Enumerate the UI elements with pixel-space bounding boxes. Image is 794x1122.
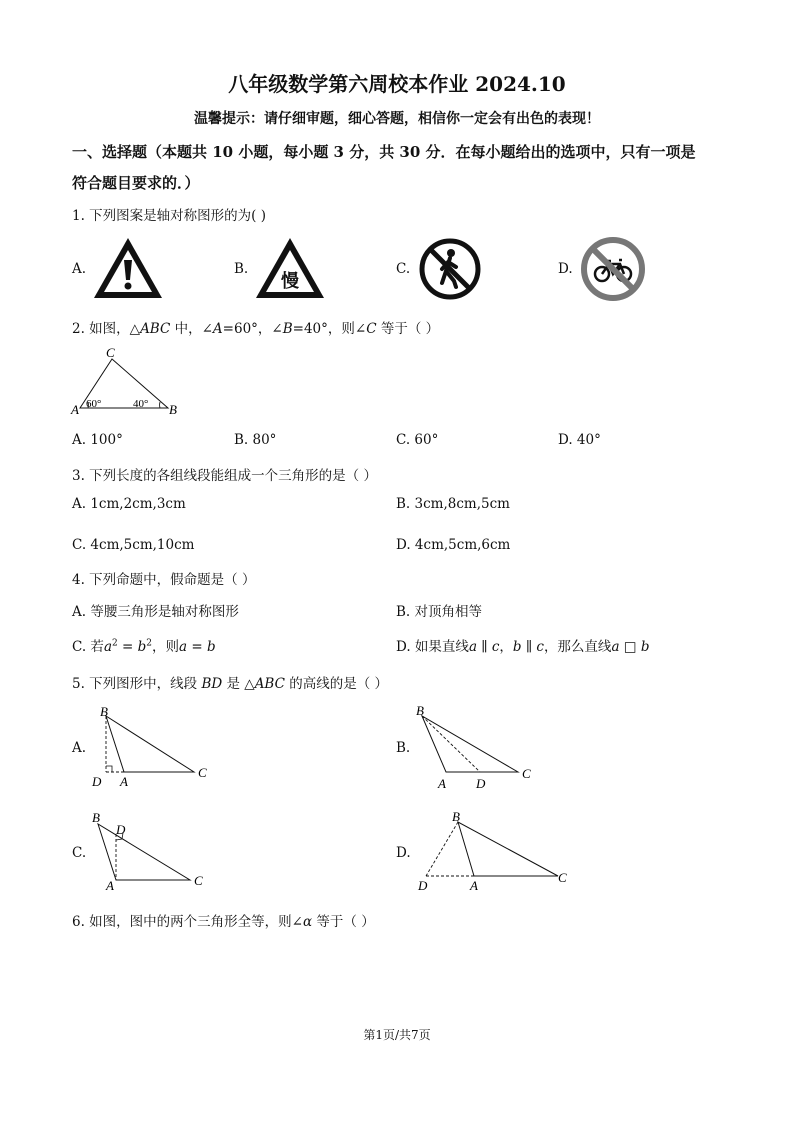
q2-stem-var: C xyxy=(366,321,377,337)
q3-stem: 3. 下列长度的各组线段能组成一个三角形的是（ ） xyxy=(72,468,377,484)
q2-label-c: C xyxy=(106,345,115,360)
page-footer: 第1页/共7页 xyxy=(363,1028,431,1042)
q4c-part: C. 若 xyxy=(72,639,104,655)
q5d-label-d: D xyxy=(418,878,428,893)
q6-stem-part: 6. 如图，图中的两个三角形全等，则∠ xyxy=(72,914,303,930)
q1-option-a: A. xyxy=(72,261,87,277)
slow-sign-icon xyxy=(254,236,326,300)
q3-option-c: C. 4cm,5cm,10cm xyxy=(72,537,195,553)
q2-label-a: A xyxy=(71,402,79,416)
q6-stem-part: 等于（ ） xyxy=(312,914,375,930)
no-bicycle-sign-icon xyxy=(580,236,646,302)
q2-option-c: C. 60° xyxy=(396,432,439,448)
q5c-label-d: D xyxy=(116,822,126,837)
q2-stem-part: =60°，∠ xyxy=(222,321,283,337)
q4-stem: 4. 下列命题中，假命题是（ ） xyxy=(72,572,256,588)
q4d-part: ∥ xyxy=(477,639,492,655)
section-heading-line1: 一、选择题（本题共 10 小题，每小题 3 分，共 30 分．在每小题给出的选项中，只有一项是 xyxy=(72,143,696,161)
q5b-label-c: C xyxy=(522,766,531,781)
q4c-part: = xyxy=(117,639,138,655)
q4d-part: D. 如果直线 xyxy=(396,639,469,655)
q3-option-b: B. 3cm,8cm,5cm xyxy=(396,496,510,512)
q2-angle-b-label: 40° xyxy=(133,398,149,410)
q2-label-b: B xyxy=(169,402,177,416)
q5-stem xyxy=(72,672,388,692)
q5c-label-a: A xyxy=(106,878,114,893)
q4d-var: c xyxy=(491,639,500,655)
q5d-label-c: C xyxy=(558,870,567,885)
q5-stem-part: 的高线的是（ ） xyxy=(284,676,389,692)
q4c-part: = xyxy=(187,639,207,655)
q5-figure-c xyxy=(88,808,218,894)
q5-figure-d xyxy=(412,806,572,894)
q4c-var: b xyxy=(207,639,216,655)
tip-text: 温馨提示：请仔细审题，细心答题，相信你一定会有出色的表现！ xyxy=(194,111,600,127)
q4d-var: b xyxy=(640,639,650,655)
q3-option-d: D. 4cm,5cm,6cm xyxy=(396,537,511,553)
q2-stem-part: 2. 如图，△ xyxy=(72,321,141,337)
q5c-label-b: B xyxy=(92,810,100,825)
q5b-label-b: B xyxy=(416,703,424,718)
q2-option-a: A. 100° xyxy=(72,432,123,448)
q2-option-b: B. 80° xyxy=(234,432,277,448)
q4c-part: ，则 xyxy=(152,639,180,655)
q4-option-d xyxy=(396,635,650,655)
q4c-var: a xyxy=(179,639,188,655)
q4d-var: c xyxy=(536,639,544,655)
q1-option-d: D. xyxy=(558,261,573,277)
q4d-part: ∥ xyxy=(521,639,537,655)
q2-option-d: D. 40° xyxy=(558,432,601,448)
q4d-var: a xyxy=(611,639,620,655)
q4d-part: ，那么直线 xyxy=(543,639,612,655)
q5d-label-b: B xyxy=(452,809,460,824)
q5-figure-b xyxy=(412,700,542,792)
q5c-label-c: C xyxy=(194,873,203,888)
q4-option-b: B. 对顶角相等 xyxy=(396,604,483,620)
q1-option-c: C. xyxy=(396,261,411,277)
q5d-label-a: A xyxy=(470,878,478,893)
q5-stem-part: 是 △ xyxy=(222,676,255,692)
q2-stem xyxy=(72,317,439,337)
q6-stem xyxy=(72,910,375,930)
q5-stem-var: BD xyxy=(201,676,223,692)
q4d-part: ， xyxy=(499,639,513,655)
q4c-var: a xyxy=(103,639,112,655)
q1-option-b: B. xyxy=(234,261,249,277)
q2-angle-a-label: 60° xyxy=(86,398,102,410)
warning-sign-icon xyxy=(92,236,164,300)
q5-option-b: B. xyxy=(396,740,411,756)
q3-option-a: A. 1cm,2cm,3cm xyxy=(72,496,186,512)
q2-stem-var: ABC xyxy=(140,321,171,337)
no-pedestrian-sign-icon xyxy=(418,237,482,301)
q2-stem-part: 中，∠ xyxy=(170,321,213,337)
q5-option-d: D. xyxy=(396,845,411,861)
q4d-part: □ xyxy=(619,639,641,655)
q2-triangle-figure xyxy=(70,344,180,416)
slow-sign-text: 慢 xyxy=(281,271,299,292)
q4-option-c: C. 若$a^2 = b^2$，则a = b xyxy=(72,638,216,655)
q4c-var: b xyxy=(137,639,147,655)
q5b-label-a: A xyxy=(438,776,446,791)
q2-stem-part: 等于（ ） xyxy=(376,321,440,337)
q5a-label-d: D xyxy=(92,774,102,789)
q5-stem-var: ABC xyxy=(254,676,285,692)
q5-figure-a xyxy=(88,702,218,792)
q6-stem-var: α xyxy=(302,914,313,930)
q2-stem-var: A xyxy=(212,321,223,337)
q4d-var: b xyxy=(512,639,522,655)
q2-stem-part: =40°，则∠ xyxy=(292,321,367,337)
q5-option-a: A. xyxy=(72,740,87,756)
q5a-label-b: B xyxy=(100,704,108,719)
q5b-label-d: D xyxy=(476,776,486,791)
section-heading-line2: 符合题目要求的．） xyxy=(72,174,200,192)
page-title: 八年级数学第六周校本作业 2024.10 xyxy=(228,72,566,96)
q5a-label-a: A xyxy=(120,774,128,789)
q5-stem-part: 5. 下列图形中，线段 xyxy=(72,676,202,692)
q4-option-a: A. 等腰三角形是轴对称图形 xyxy=(72,604,239,620)
q1-stem: 1. 下列图案是轴对称图形的为( ) xyxy=(72,208,266,224)
q5-option-c: C. xyxy=(72,845,87,861)
q5a-label-c: C xyxy=(198,765,207,780)
q4d-var: a xyxy=(468,639,477,655)
q2-stem-var: B xyxy=(282,321,293,337)
